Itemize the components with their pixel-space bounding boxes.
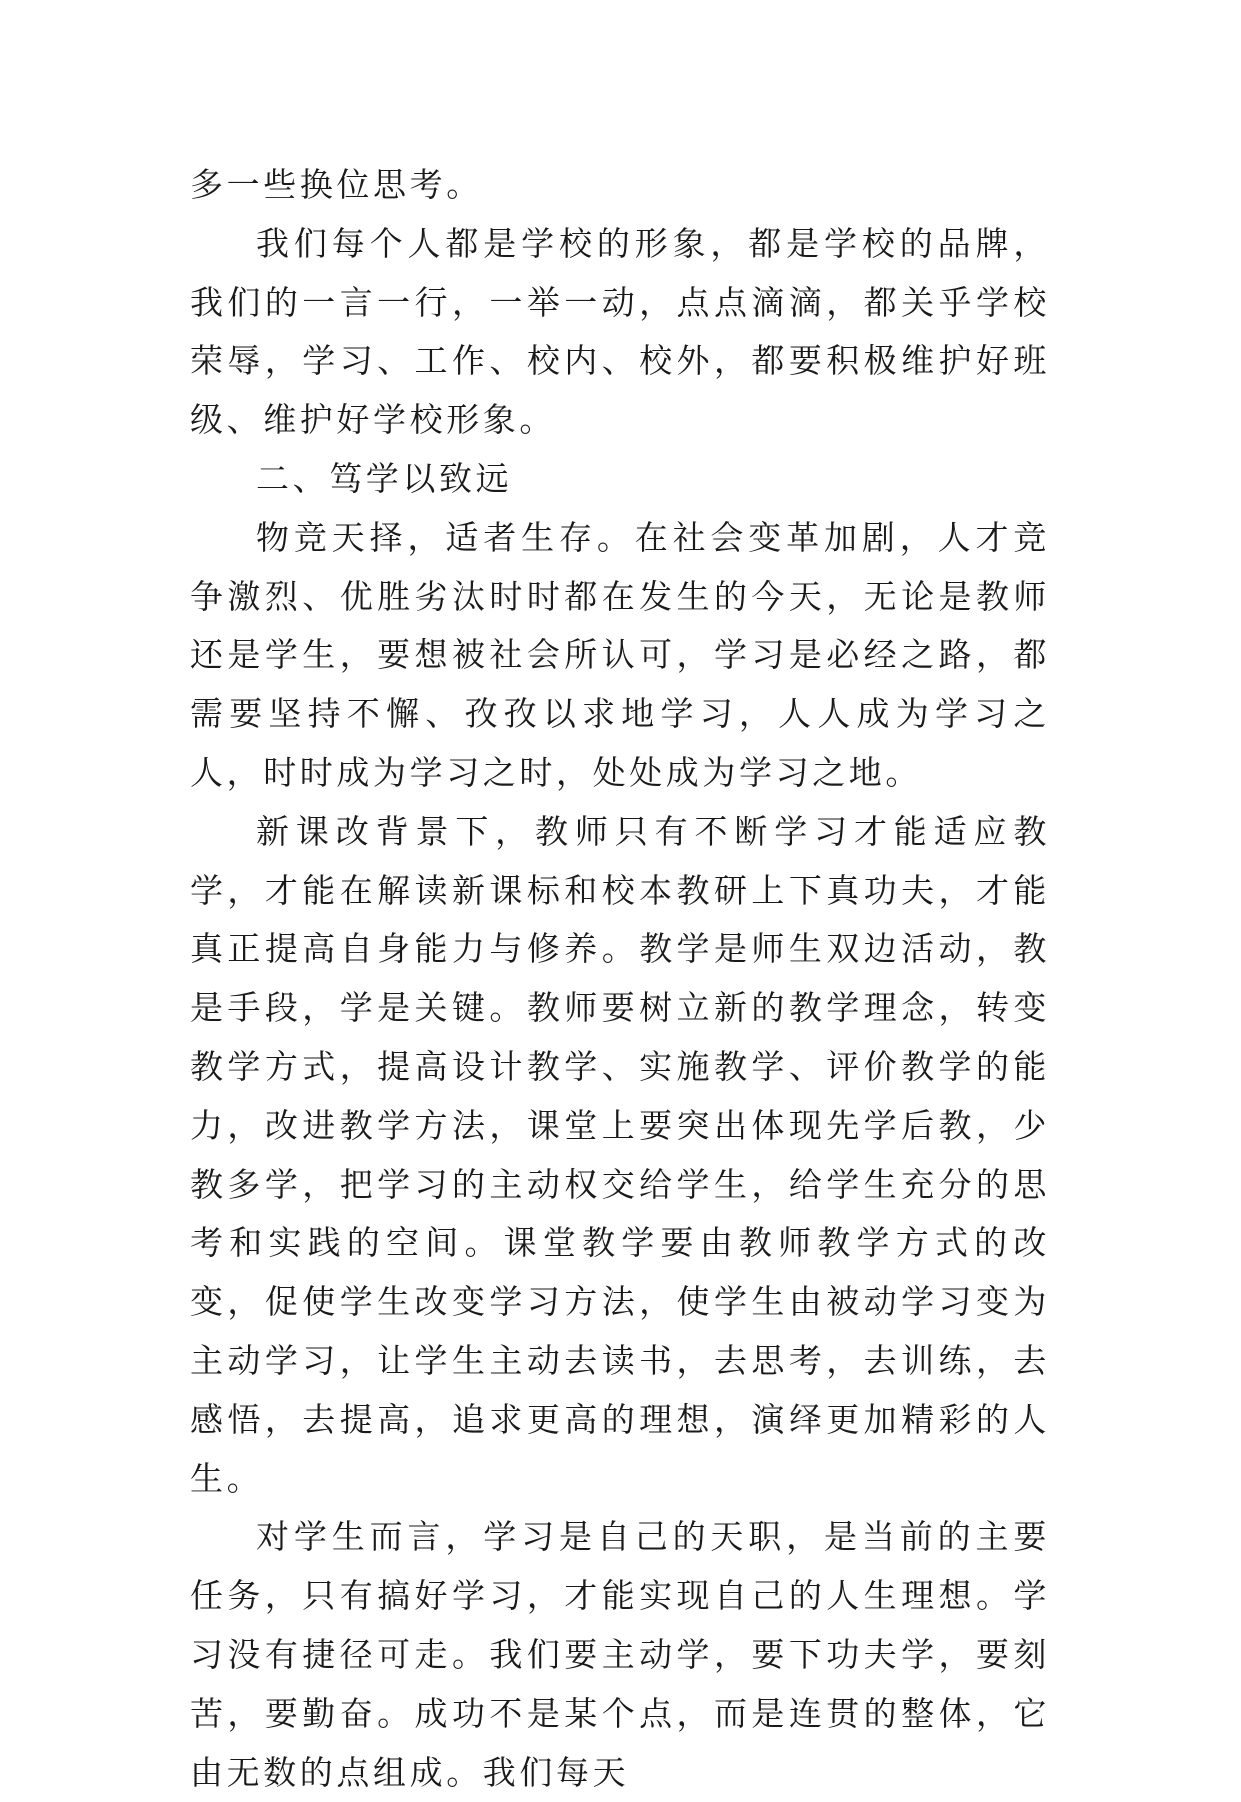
paragraph-school-image: 我们每个人都是学校的形象，都是学校的品牌，我们的一言一行，一举一动，点点滴滴，都关乎学校荣辱，学习、工作、校内、校外，都要积极维护好班级、维护好学校形象。: [190, 223, 1050, 440]
paragraph-continuation: 多一些换位思考。: [190, 165, 483, 204]
body-text: [190, 156, 1050, 1802]
paragraph-student-learning: 对学生而言，学习是自己的天职，是当前的主要任务，只有搞好学习，才能实现自己的人生理想。学习没有捷径可走。我们要主动学，要下功夫学，要刻苦，要勤奋。成功不是某个点，而是连贯的整体，它由无数的点组成。我们每天: [190, 1517, 1050, 1792]
paragraph-learning-path: 物竞天择，适者生存。在社会变革加剧，人才竞争激烈、优胜劣汰时时都在发生的今天，无论是教师还是学生，要想被社会所认可，学习是必经之路，都需要坚持不懈、孜孜以求地学习，人人成为学习之人，时时成为学习之时，处处成为学习之地。: [190, 517, 1050, 792]
section-heading: 二、笃学以致远: [256, 458, 513, 498]
paragraph-teacher-learning: 新课改背景下，教师只有不断学习才能适应教学，才能在解读新课标和校本教研上下真功夫，才能真正提高自身能力与修养。教学是师生双边活动，教是手段，学是关键。教师要树立新的教学理念，转变教学方式，提高设计教学、实施教学、评价教学的能力，改进教学方法，课堂上要突出体现先学后教，少教多学，把学习的主动权交给学生，给学生充分的思考和实践的空间。课堂教学要由教师教学方式的改变，促使学生改变学习方法，使学生由被动学习变为主动学习，让学生主动去读书，去思考，去训练，去感悟，去提高，追求更高的理想，演绎更加精彩的人生。: [190, 811, 1050, 1498]
